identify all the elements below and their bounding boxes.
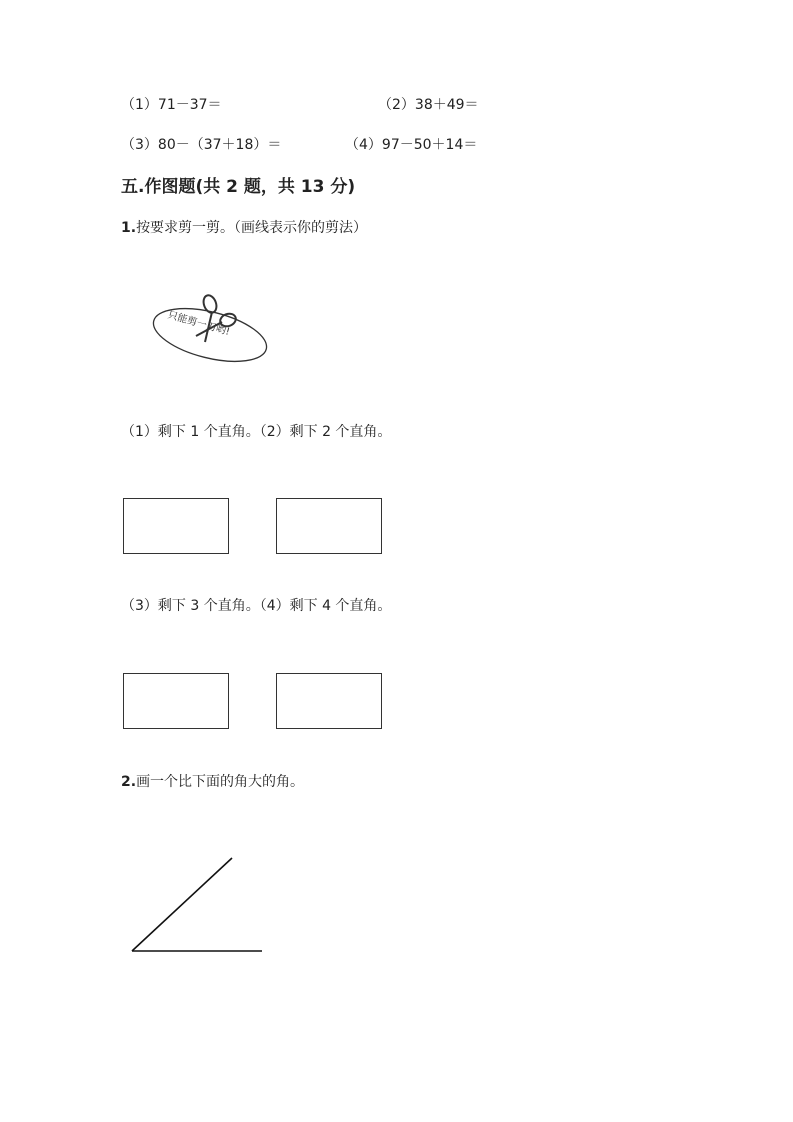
- question-2-number: 2.: [121, 774, 137, 790]
- rectangle-4: [276, 673, 382, 729]
- question-1-subparts-a: （1）剩下 1 个直角。（2）剩下 2 个直角。: [121, 424, 392, 440]
- badge-text: 只能剪一刀哟!: [166, 309, 231, 339]
- calc-problem-3: （3）80－（37＋18）＝: [121, 137, 282, 153]
- rectangle-2: [276, 498, 382, 554]
- calc-problem-1: （1）71－37＝: [121, 97, 222, 113]
- question-1-subparts-b: （3）剩下 3 个直角。（4）剩下 4 个直角。: [121, 598, 392, 614]
- scissors-badge: [150, 290, 275, 382]
- question-2: [121, 774, 304, 790]
- angle-figure: [125, 850, 270, 960]
- rectangle-1: [123, 498, 229, 554]
- calc-problem-4: （4）97－50＋14＝: [345, 137, 478, 153]
- question-2-text: 画一个比下面的角大的角。: [136, 774, 305, 790]
- angle-ray-upper: [132, 858, 232, 951]
- calc-problem-2: （2）38＋49＝: [378, 97, 479, 113]
- rectangle-3: [123, 673, 229, 729]
- question-1-number: 1.: [121, 220, 137, 236]
- question-1: [121, 220, 367, 236]
- section-title: 五.作图题(共 2 题，共 13 分): [121, 177, 356, 197]
- question-1-text: 按要求剪一剪。（画线表示你的剪法）: [136, 220, 368, 236]
